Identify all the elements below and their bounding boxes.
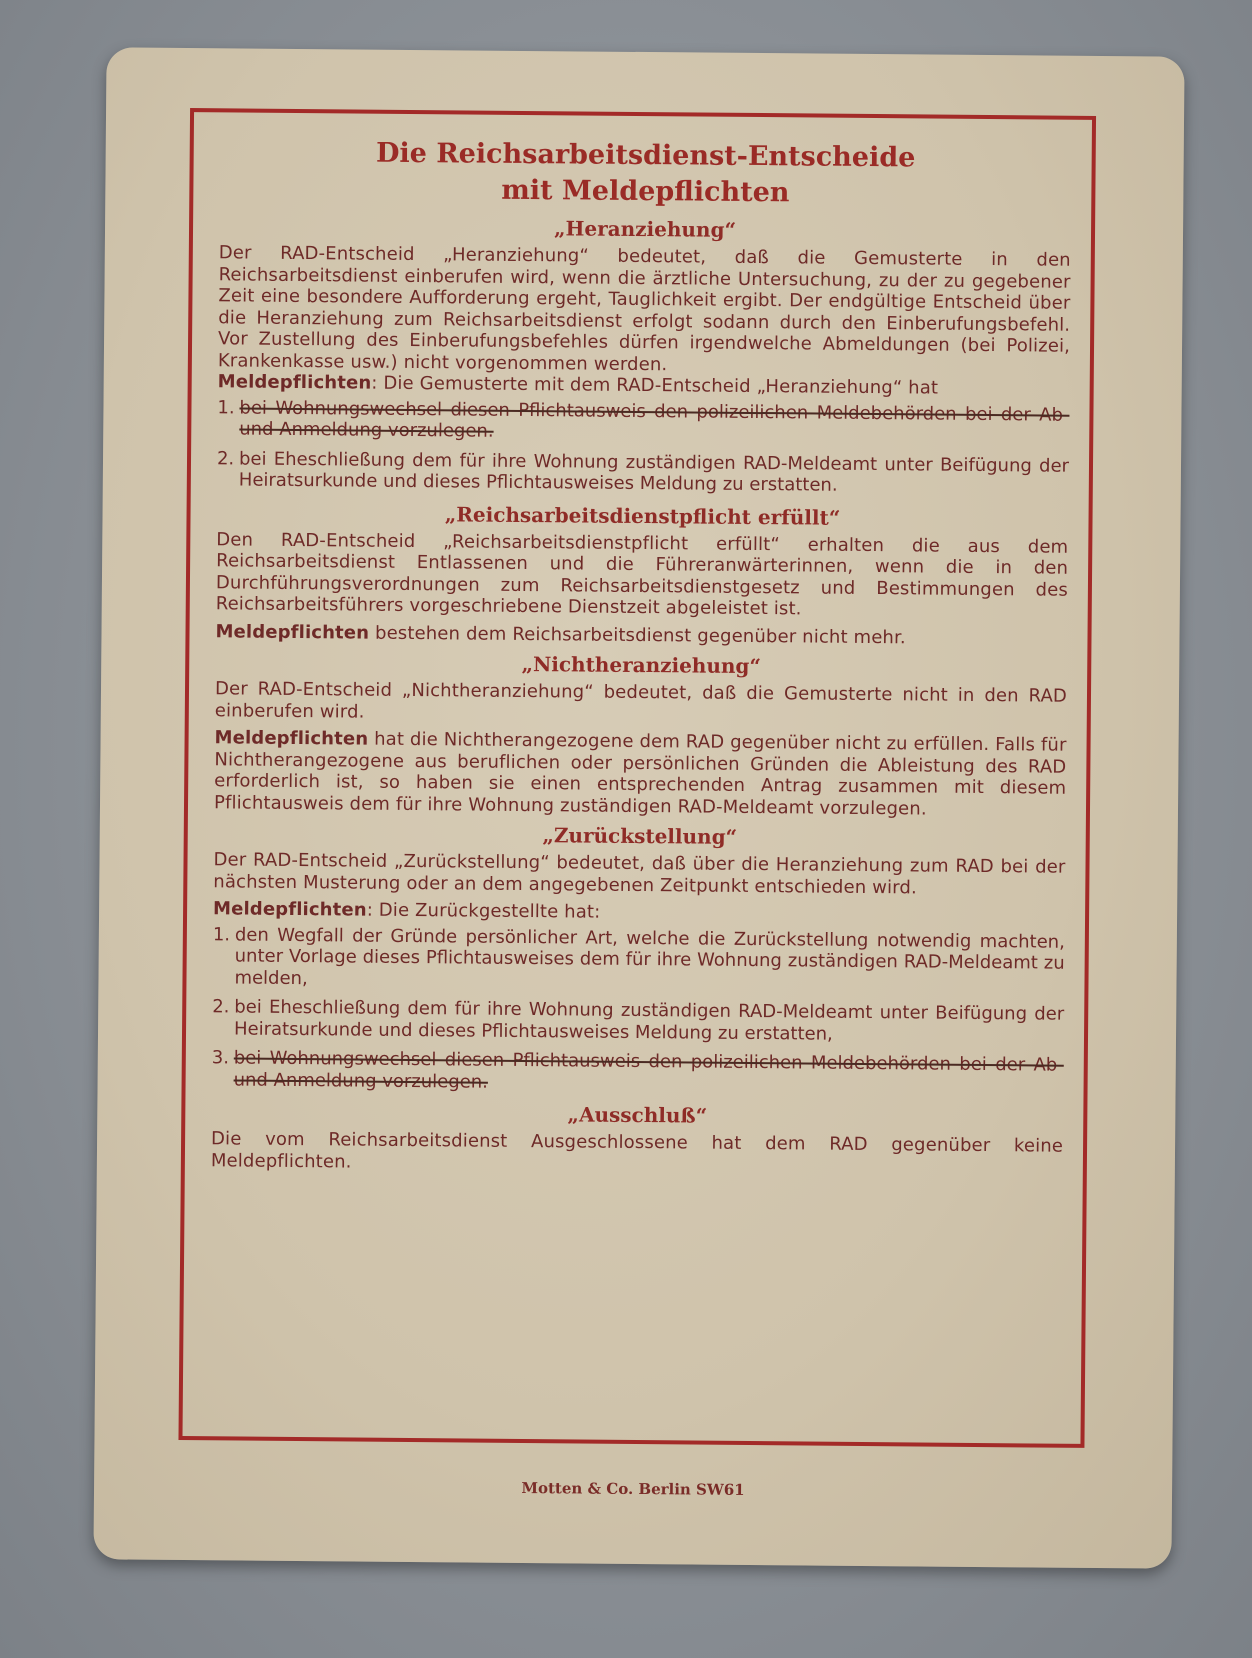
- section-zurueckstellung: [212, 819, 1066, 1097]
- section-nichtheranziehung: [214, 648, 1067, 820]
- section-text: Die vom Reichsarbeitsdienst Ausgeschlossene hat dem RAD gegenüber keine Meldepflichten.: [210, 1128, 1064, 1173]
- section-heading: „Heranziehung“: [553, 216, 737, 242]
- item-text: bei Wohnungswechsel diesen Pflichtausweis den polizeilichen Meldebehörden bei der Ab- und Anmeldung vorzulegen.: [239, 396, 1070, 442]
- section-heading: „Ausschluß“: [567, 1102, 708, 1128]
- printer-imprint: Motten & Co. Berlin SW61: [521, 1479, 745, 1499]
- item-number: 3.: [211, 1047, 230, 1069]
- duties-label: Meldepflichten: [213, 898, 367, 921]
- duties-text: bestehen dem Reichsarbeitsdienst gegenüber nicht mehr.: [369, 622, 906, 648]
- title-line-2: mit Meldepflichten: [501, 174, 790, 209]
- duties-list: [212, 924, 1065, 1098]
- list-item: [212, 1047, 1064, 1097]
- item-text: bei Wohnungswechsel diesen Pflichtausweis den polizeilichen Meldebehörden bei der Ab- und Anmeldung vorzulegen.: [233, 1047, 1064, 1093]
- section-heranziehung: [217, 212, 1071, 498]
- duties-paragraph: [214, 727, 1067, 820]
- section-text: Der RAD-Entscheid „Heranziehung“ bedeutet, daß die Gemusterte in den Reichsarbeitsdienst einberufen wird, wenn die ärztliche Untersuchung, zu der zu gegebener Zeit eine besondere Aufforderung ergeht, Tauglichkeit ergibt. Der endgültige Entscheid über die Heranziehung zum Reichsarbeitsdienst erfolgt sodann durch den Einberufungsbefehl. Vor Zustellung des Einberufungsbefehles dürfen irgendwelche Abmeldungen (bei Polizei, Krankenkasse usw.) nicht vorgenommen werden.: [217, 242, 1071, 375]
- duties-text: hat die Nichtherangezogene dem RAD gegenüber nicht zu erfüllen. Falls für Nichtherangezogene aus beruflichen oder persönlichen Gründen die Ableistung des RAD erforderlich ist, so haben sie einen entsprechenden Antrag zusammen mit diesem Pflichtausweis dem für ihre Wohnung zuständigen RAD-Meldeamt vorzulegen.: [213, 728, 1067, 820]
- section-heading: „Reichsarbeitsdienstpflicht erfüllt“: [444, 501, 841, 530]
- duties-text: : Die Gemusterte mit dem RAD-Entscheid „Heranziehung“ hat: [371, 372, 939, 399]
- item-text: den Wegfall der Gründe persönlicher Art, welche die Zurückstellung notwendig machten, unter Vorlage dieses Pflichtausweises dem für ihre Wohnung zuständigen RAD-Meldeamt zu melden,: [234, 923, 1065, 989]
- item-text: bei Eheschließung dem für ihre Wohnung zuständigen RAD-Meldeamt unter Beifügung der Heiratsurkunde und dieses Pflichtausweises Meldung zu erstatten.: [238, 447, 1070, 496]
- list-item: [212, 924, 1065, 996]
- section-heading: „Zurückstellung“: [542, 823, 738, 849]
- list-item: [212, 996, 1064, 1046]
- title-line-1: Die Reichsarbeitsdienst-Entscheide: [375, 137, 916, 174]
- list-item: [217, 448, 1069, 498]
- section-text: Der RAD-Entscheid „Nichtheranziehung“ bedeutet, daß die Gemusterte nicht in den RAD einberufen wird.: [214, 678, 1068, 723]
- section-heading: „Nichtheranziehung“: [521, 651, 762, 679]
- duties-list: [217, 397, 1070, 498]
- duties-label: Meldepflichten: [215, 620, 370, 644]
- item-number: 2.: [212, 996, 230, 1018]
- red-border-frame: [178, 108, 1096, 1448]
- duties-label: Meldepflichten: [214, 727, 369, 750]
- section-ausschluss: [211, 1098, 1064, 1178]
- item-number: 2.: [216, 447, 235, 469]
- item-number: 1.: [217, 396, 235, 418]
- list-item: [217, 397, 1069, 447]
- item-text: bei Eheschließung dem für ihre Wohnung zuständigen RAD-Meldeamt unter Beifügung der Heiratsurkunde und dieses Pflichtausweises Meldung zu erstatten,: [233, 996, 1065, 1045]
- section-text: Den RAD-Entscheid „Reichsarbeitsdienstpflicht erfüllt“ erhalten die aus dem Reichsarbeitsdienst Entlassenen und die Führeranwärterinnen, wenn die in den Durchführungsverordnungen zum Reichsarbeitsdienstgesetz und Bestimmungen des Reichsarbeitsführers vorgeschriebene Dienstzeit abgeleistet ist.: [215, 528, 1069, 620]
- duties-label: Meldepflichten: [217, 371, 372, 394]
- document-title: [219, 134, 1072, 213]
- item-number: 1.: [212, 923, 231, 945]
- section-text: Der RAD-Entscheid „Zurückstellung“ bedeutet, daß über die Heranziehung zum RAD bei der nächsten Musterung oder an dem angegebenen Zeitpunkt entschieden wird.: [213, 849, 1066, 898]
- section-pflicht-erfuellt: [215, 499, 1068, 650]
- document-card: [93, 47, 1184, 1568]
- duties-text: : Die Zurückgestellte hat:: [366, 899, 601, 923]
